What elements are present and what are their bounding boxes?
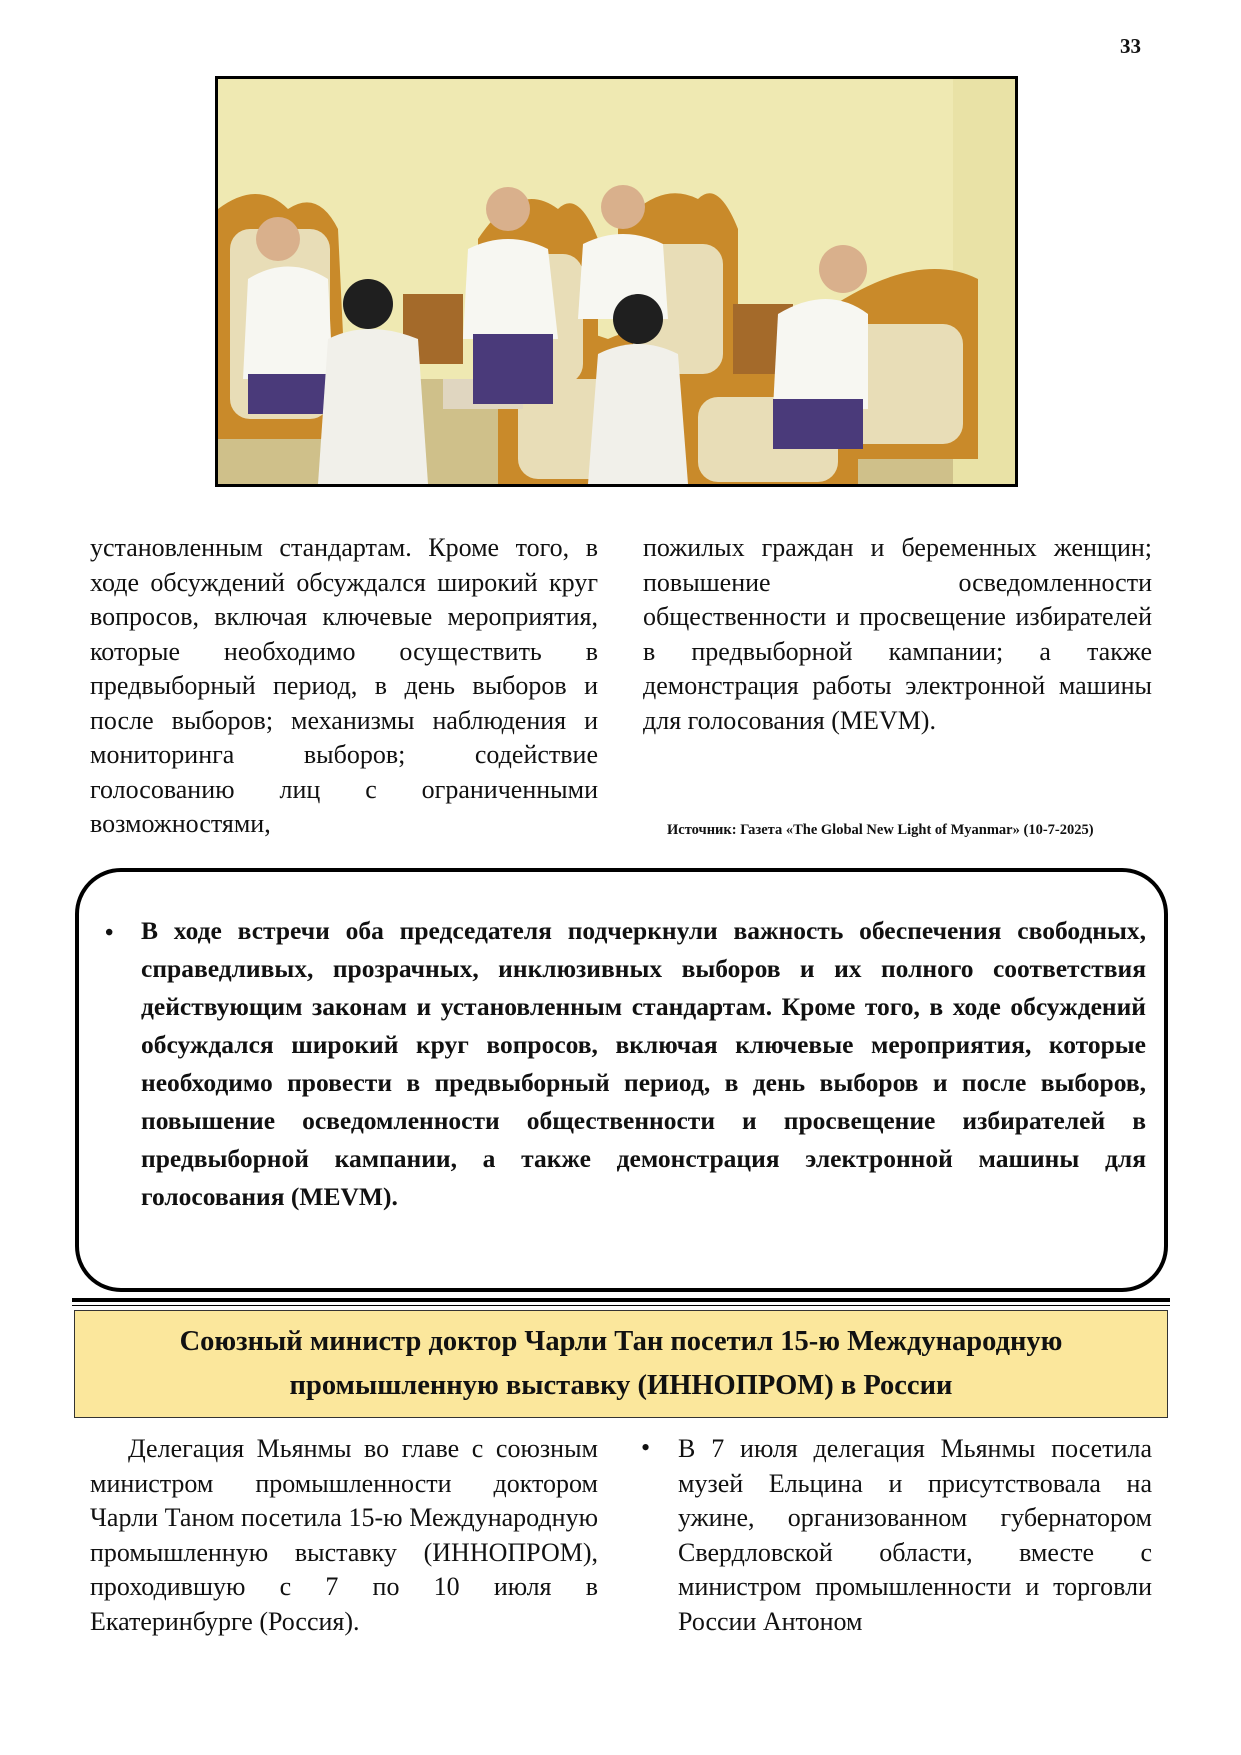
meeting-photo xyxy=(215,76,1018,487)
source-citation: Источник: Газета «The Global New Light of Myanmar» (10-7-2025) xyxy=(667,822,1094,838)
page-number: 33 xyxy=(1120,34,1141,58)
section-divider-thin xyxy=(72,1305,1170,1306)
article-top-left-column xyxy=(90,531,598,842)
headline-title: Союзный министр доктор Чарли Тан посетил 15-ю Международную промышленную выставку (ИННОПРОМ) в России xyxy=(179,1326,1063,1401)
callout-box xyxy=(75,868,1168,1292)
article-top-right-column xyxy=(643,531,1152,738)
section-divider-thick xyxy=(72,1298,1170,1302)
article-bottom-left-column xyxy=(90,1432,598,1639)
article-top-left-text: установленным стандартам. Кроме того, в ходе обсуждений обсуждался широкий круг вопросов, включая ключевые мероприятия, которые необходимо осуществить в предвыборный период, в день выборов и после выборов; механизмы наблюдения и мониторинга выборов; содействие голосованию лиц с ограниченными возможностями, xyxy=(90,533,598,838)
callout-bullet: • xyxy=(105,920,114,946)
article-bottom-right-column xyxy=(678,1432,1152,1639)
headline-box xyxy=(74,1310,1168,1418)
article-bottom-right-text: В 7 июля делегация Мьянмы посетила музей Ельцина и присутствовала на ужине, организованном губернатором Свердловской области, вместе с министром промышленности и торговли России Антоном xyxy=(678,1434,1152,1636)
article-bottom-bullet: • xyxy=(641,1433,651,1462)
callout-text: В ходе встречи оба председателя подчеркнули важность обеспечения свободных, справедливых, прозрачных, инклюзивных выборов и их полного соответствия действующим законам и установленным стандартам. Кроме того, в ходе обсуждений обсуждался широкий круг вопросов, включая ключевые мероприятия, которые необходимо провести в предвыборный период, в день выборов и после выборов, повышение осведомленности общественности и просвещение избирателей в предвыборной кампании, а также демонстрация электронной машины для голосования (MEVM). xyxy=(141,916,1146,1211)
meeting-photo-illustration xyxy=(218,79,1015,484)
article-top-right-text: пожилых граждан и беременных женщин; повышение осведомленности общественности и просвещение избирателей в предвыборной кампании; а также демонстрация работы электронной машины для голосования (MEVM). xyxy=(643,533,1152,735)
article-bottom-left-text: Делегация Мьянмы во главе с союзным министром промышленности доктором Чарли Таном посетила 15-ю Международную промышленную выставку (ИННОПРОМ), проходившую с 7 по 10 июля в Екатеринбурге (Россия). xyxy=(90,1434,598,1636)
